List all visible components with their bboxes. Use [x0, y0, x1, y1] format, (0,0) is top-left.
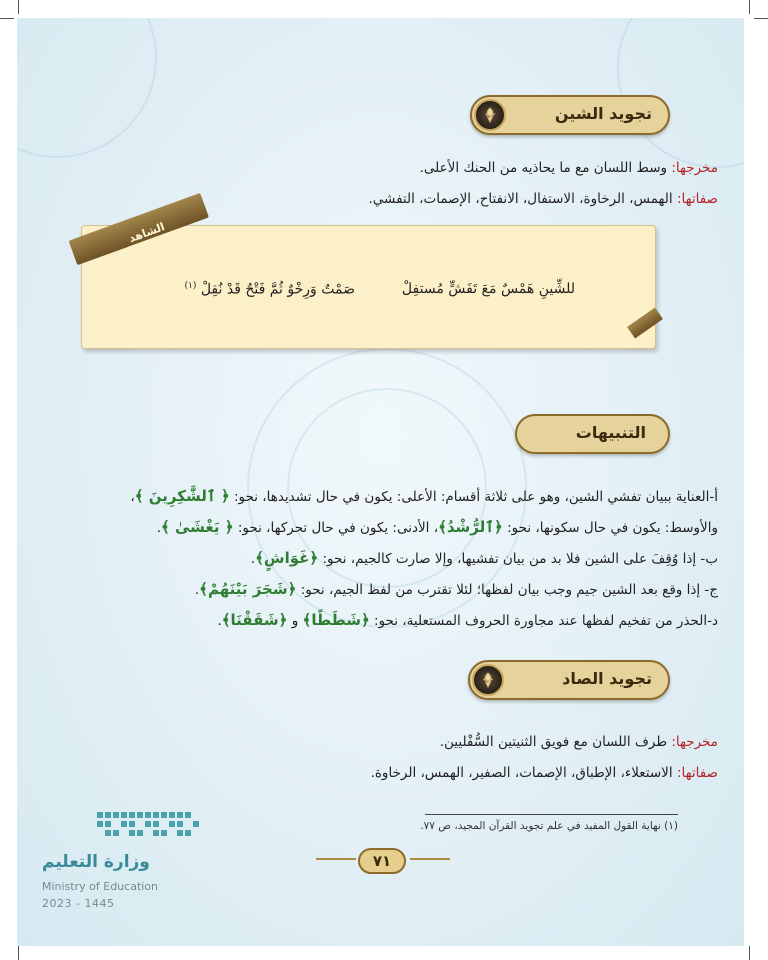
- ministry-logo-icon: [47, 808, 207, 848]
- poem-hemistich-1: للشِّينِ هَمْسٌ مَعَ تَفَشٍّ مُستفِلْ: [401, 281, 575, 297]
- page-ornament-left: [316, 858, 356, 860]
- crop-mark: [0, 18, 14, 19]
- section-header-shin: [470, 95, 670, 135]
- corner-ornament: [17, 18, 157, 158]
- page-number: ٧١: [358, 848, 406, 874]
- crop-mark: [749, 0, 750, 14]
- makhraj-line: [78, 160, 718, 176]
- ministry-name-en: Ministry of Education: [42, 880, 159, 893]
- makhraj-label: مخرجها:: [671, 734, 718, 750]
- sifat-label: صفاتها:: [676, 765, 718, 781]
- quran-word: ﴿شَجَرَ بَيْنَهُمْ﴾: [199, 580, 297, 598]
- medal-icon: [474, 99, 506, 131]
- section-header-sad: [468, 660, 670, 700]
- ministry-year: 2023 - 1445: [42, 897, 115, 910]
- makhraj-line: [78, 734, 718, 750]
- note-line-d: د-الحذر من تفخيم لفظها عند مجاورة الحروف المستعلية، نحو: ﴿شَطَطًا﴾ و ﴿شَقَقْنَا﴾.: [217, 611, 718, 629]
- footnote-rule: [425, 814, 678, 815]
- section-header-notes: [515, 414, 670, 454]
- poem-hemistich-2: صَمْتٌ وَرِخْوٌ ثُمَّ فَتْحٌ قَدْ نُقِلْ $^{(١)}$: [184, 281, 355, 298]
- sifat-label: صفاتها:: [676, 191, 718, 207]
- section-title: تجويد الشين: [554, 104, 652, 123]
- ribbon-label: الشاهد: [127, 220, 167, 246]
- corner-ornament: [617, 18, 744, 168]
- sifat-text: الهمس، الرخاوة، الاستفال، الانفتاح، الإصمات، التفشي.: [368, 191, 677, 207]
- ministry-name-ar: وزارة التعليم: [42, 852, 150, 872]
- crop-mark: [18, 946, 19, 960]
- note-line-a: أ-العناية ببيان تفشي الشين، وهو على ثلاثة أقسام: الأعلى: يكون في حال تشديدها، نحو: ﴿ ٱلشَّٰكِرِينَ ﴾،: [130, 487, 718, 505]
- sifat-line: [78, 765, 718, 781]
- page-ornament-right: [410, 858, 450, 860]
- quran-word: ﴿ ٱلشَّٰكِرِينَ ﴾: [134, 487, 230, 505]
- footnote-marker: (١): [184, 281, 197, 291]
- crop-mark: [749, 946, 750, 960]
- note-line-a2: والأوسط: يكون في حال سكونها، نحو: ﴿ٱلرُّشْدُ﴾، الأدنى: يكون في حال تحركها، نحو: ﴿ يَغْشَىٰ ﴾.: [156, 518, 718, 536]
- page-background: [17, 18, 744, 946]
- quran-word: ﴿شَطَطًا﴾: [302, 611, 370, 629]
- note-line-b: ب- إذا وُقِفَ على الشين فلا بد من بيان تفشيها، وإلا صارت كالجيم، نحو: ﴿غَوَاشٍ﴾.: [250, 549, 718, 567]
- quran-word: ﴿غَوَاشٍ﴾: [255, 549, 319, 567]
- crop-mark: [18, 0, 19, 14]
- quran-word: ﴿ يَغْشَىٰ ﴾: [160, 518, 234, 536]
- quran-word: ﴿ٱلرُّشْدُ﴾: [438, 518, 503, 536]
- section-title: تجويد الصاد: [562, 669, 652, 688]
- makhraj-label: مخرجها:: [671, 160, 718, 176]
- quran-word: ﴿شَقَقْنَا﴾: [221, 611, 288, 629]
- note-line-c: ج- إذا وقع بعد الشين جيم وجب بيان لفظها؛ لئلا تقترب من لفظ الجيم، نحو: ﴿شَجَرَ بَيْنَهُمْ﴾.: [194, 580, 718, 598]
- footnote: (١) نهاية القول المفيد في علم تجويد القرآن المجيد، ص ٧٧.: [420, 820, 678, 832]
- makhraj-text: وسط اللسان مع ما يحاذيه من الحنك الأعلى.: [419, 160, 672, 176]
- crop-mark: [754, 18, 768, 19]
- makhraj-text: طرف اللسان مع فويق الثنيتين السُّفْليين.: [439, 734, 672, 750]
- medal-icon: [472, 664, 504, 696]
- section-title: التنبيهات: [575, 423, 646, 442]
- sifat-text: الاستعلاء، الإطباق، الإصمات، الصفير، الهمس، الرخاوة.: [370, 765, 677, 781]
- poem-box: [81, 225, 656, 349]
